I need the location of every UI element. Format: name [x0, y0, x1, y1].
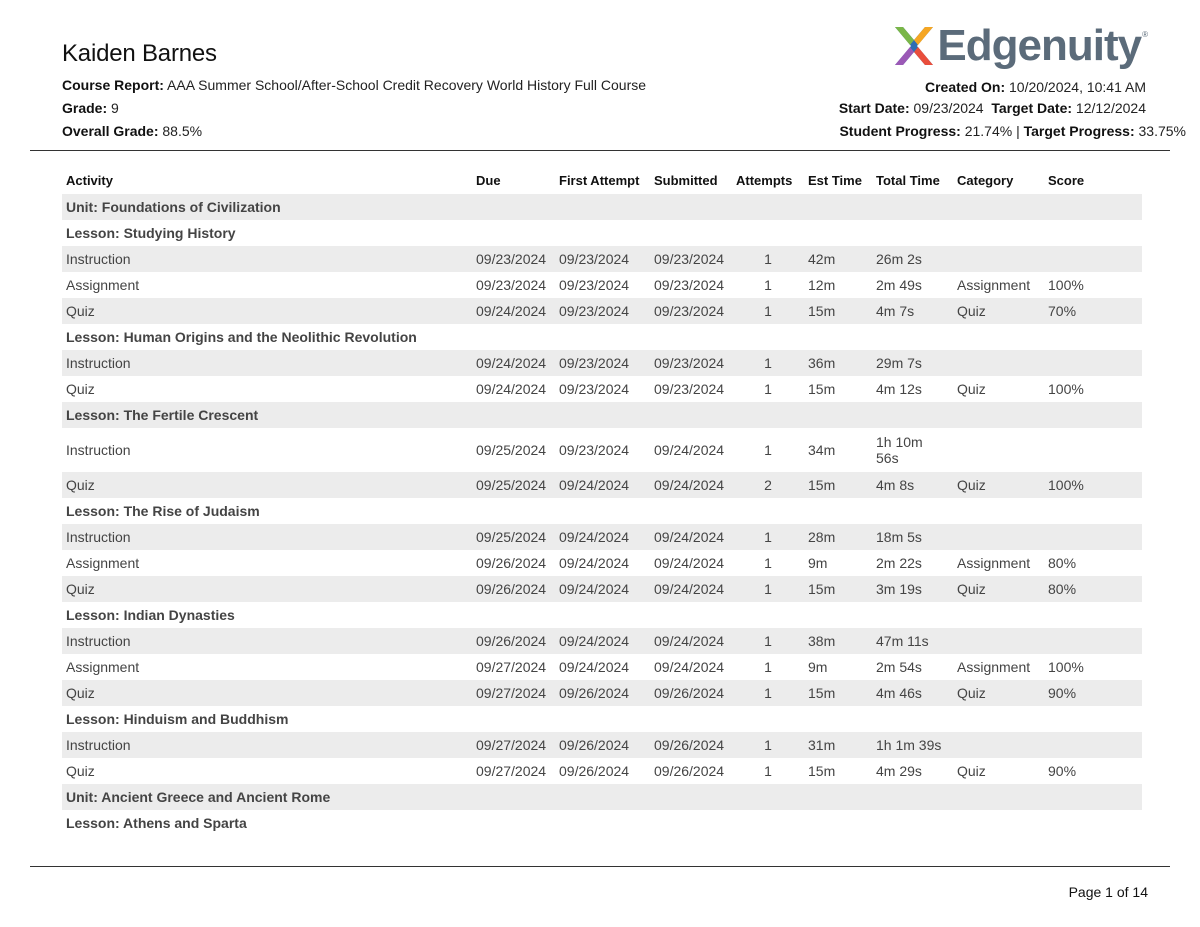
col-score: Score [1048, 172, 1085, 188]
attempts-cell: 1 [764, 763, 772, 779]
submitted-cell: 09/26/2024 [650, 680, 732, 706]
edgenuity-logo [891, 20, 1148, 72]
est-time-cell: 15m [808, 763, 836, 779]
category-cell [953, 628, 1044, 654]
est-time-cell: 15m [804, 680, 872, 706]
total-time-cell: 47m 11s [872, 628, 953, 654]
category-cell [953, 732, 1044, 758]
start-date-label: Start Date: [838, 100, 910, 116]
total-time-cell: 2m 49s [876, 277, 922, 293]
activity-cell: Instruction [62, 246, 472, 272]
submitted-cell: 09/24/2024 [654, 659, 725, 675]
score-cell: 90% [1044, 680, 1142, 706]
header-divider [30, 150, 1170, 151]
created-on-label: Created On: [924, 79, 1006, 95]
due-cell: 09/24/2024 [472, 350, 555, 376]
total-time-cell: 18m 5s [872, 524, 953, 550]
submitted-cell: 09/23/2024 [650, 246, 732, 272]
est-time-cell: 28m [804, 524, 872, 550]
overall-grade-line [62, 123, 202, 139]
first-attempt-cell: 09/23/2024 [559, 381, 630, 397]
logo-wordmark: Edgenuity [937, 21, 1142, 70]
student-name: Kaiden Barnes [62, 40, 217, 67]
table-row [62, 550, 1142, 576]
submitted-cell: 09/23/2024 [650, 298, 732, 324]
category-cell: Quiz [953, 472, 1044, 498]
group-row [62, 784, 1142, 810]
est-time-cell: 15m [804, 472, 872, 498]
due-cell: 09/23/2024 [476, 277, 547, 293]
total-time-cell: 4m 8s [872, 472, 953, 498]
due-cell: 09/24/2024 [472, 298, 555, 324]
category-cell: Quiz [953, 298, 1044, 324]
category-cell: Quiz [953, 576, 1044, 602]
first-attempt-cell: 09/24/2024 [555, 576, 650, 602]
total-time-cell: 3m 19s [872, 576, 953, 602]
score-cell [1044, 428, 1142, 472]
table-row [62, 628, 1142, 654]
est-time-cell: 38m [804, 628, 872, 654]
total-time-cell: 4m 12s [876, 381, 922, 397]
activity-cell: Instruction [66, 442, 131, 458]
table-row [62, 428, 1142, 472]
table-row [62, 576, 1142, 602]
est-time-cell: 36m [804, 350, 872, 376]
logo-registered-mark: ® [1142, 30, 1148, 39]
table-row [62, 246, 1142, 272]
col-activity: Activity [66, 172, 113, 188]
student-progress-label: Student Progress: [839, 123, 961, 139]
created-on-line [925, 79, 1146, 95]
col-due: Due [476, 172, 501, 188]
submitted-cell: 09/24/2024 [650, 472, 732, 498]
table-row [62, 376, 1142, 402]
submitted-cell: 09/24/2024 [650, 628, 732, 654]
first-attempt-cell: 09/23/2024 [555, 246, 650, 272]
student-progress-value: 21.74% [964, 123, 1013, 139]
attempts-cell: 1 [732, 576, 804, 602]
total-time-cell: 1h 10m 56s [876, 434, 923, 466]
grade-value: 9 [111, 100, 119, 116]
submitted-cell: 09/24/2024 [650, 576, 732, 602]
est-time-cell: 34m [808, 442, 836, 458]
activity-cell: Instruction [62, 524, 472, 550]
edgenuity-x-icon [891, 23, 937, 69]
progress-separator: | [1016, 123, 1020, 139]
score-cell [1044, 628, 1142, 654]
est-time-cell: 9m [808, 659, 828, 675]
group-label: Unit: Ancient Greece and Ancient Rome [62, 784, 1142, 810]
activity-cell: Instruction [62, 628, 472, 654]
due-cell: 09/25/2024 [476, 442, 547, 458]
activity-cell: Quiz [62, 680, 472, 706]
first-attempt-cell: 09/26/2024 [555, 732, 650, 758]
due-cell: 09/25/2024 [472, 524, 555, 550]
group-row [62, 220, 1142, 246]
due-cell: 09/23/2024 [472, 246, 555, 272]
first-attempt-cell: 09/24/2024 [555, 628, 650, 654]
attempts-cell: 1 [764, 555, 772, 571]
activity-cell: Assignment [66, 555, 140, 571]
total-time-cell: 4m 7s [872, 298, 953, 324]
score-cell [1044, 732, 1142, 758]
score-cell: 80% [1048, 555, 1077, 571]
attempts-cell: 1 [732, 246, 804, 272]
course-report-label: Course Report: [62, 77, 164, 93]
group-row [62, 324, 1142, 350]
table-row [62, 524, 1142, 550]
category-cell: Assignment [957, 277, 1031, 293]
score-cell [1044, 350, 1142, 376]
category-cell [953, 428, 1044, 472]
activity-cell: Quiz [62, 576, 472, 602]
first-attempt-cell: 09/26/2024 [559, 763, 630, 779]
group-row [62, 706, 1142, 732]
group-row [62, 194, 1142, 220]
group-row [62, 402, 1142, 428]
score-cell: 100% [1048, 659, 1084, 675]
submitted-cell: 09/24/2024 [654, 442, 725, 458]
first-attempt-cell: 09/23/2024 [555, 350, 650, 376]
overall-grade-label: Overall Grade: [62, 123, 159, 139]
col-category: Category [957, 172, 1014, 188]
attempts-cell: 1 [732, 680, 804, 706]
table-row [62, 680, 1142, 706]
attempts-cell: 1 [764, 381, 772, 397]
first-attempt-cell: 09/24/2024 [559, 555, 630, 571]
category-cell [953, 524, 1044, 550]
submitted-cell: 09/23/2024 [654, 277, 725, 293]
course-report-line [62, 77, 646, 93]
dates-line [839, 100, 1146, 116]
target-date-value: 12/12/2024 [1075, 100, 1146, 116]
due-cell: 09/26/2024 [472, 576, 555, 602]
group-label: Lesson: The Rise of Judaism [66, 503, 260, 519]
submitted-cell: 09/26/2024 [650, 732, 732, 758]
group-label: Unit: Foundations of Civilization [62, 194, 1142, 220]
progress-line [839, 123, 1186, 139]
est-time-cell: 15m [804, 576, 872, 602]
table-row [62, 350, 1142, 376]
col-est-time: Est Time [808, 172, 862, 188]
score-cell: 100% [1044, 472, 1142, 498]
table-row [62, 298, 1142, 324]
score-cell: 100% [1048, 381, 1084, 397]
target-progress-label: Target Progress: [1023, 123, 1135, 139]
due-cell: 09/27/2024 [472, 680, 555, 706]
group-row [62, 498, 1142, 524]
target-date-label: Target Date: [991, 100, 1073, 116]
first-attempt-cell: 09/24/2024 [555, 524, 650, 550]
grade-line [62, 100, 119, 116]
group-row [62, 810, 1142, 836]
est-time-cell: 42m [804, 246, 872, 272]
category-cell: Assignment [957, 659, 1031, 675]
grade-label: Grade: [62, 100, 108, 116]
total-time-cell: 1h 1m 39s [872, 732, 953, 758]
table-body [62, 194, 1142, 836]
first-attempt-cell: 09/26/2024 [555, 680, 650, 706]
activity-cell: Assignment [66, 277, 140, 293]
attempts-cell: 1 [764, 442, 772, 458]
total-time-cell: 26m 2s [872, 246, 953, 272]
col-total-time: Total Time [876, 172, 940, 188]
total-time-cell: 2m 54s [876, 659, 922, 675]
first-attempt-cell: 09/23/2024 [559, 277, 630, 293]
due-cell: 09/25/2024 [472, 472, 555, 498]
submitted-cell: 09/23/2024 [650, 350, 732, 376]
col-attempts: Attempts [736, 172, 793, 188]
category-cell: Quiz [953, 680, 1044, 706]
start-date-value: 09/23/2024 [913, 100, 984, 116]
group-label: Lesson: Human Origins and the Neolithic Revolution [66, 329, 417, 345]
est-time-cell: 15m [804, 298, 872, 324]
table-row [62, 272, 1142, 298]
score-cell: 80% [1044, 576, 1142, 602]
attempts-cell: 2 [732, 472, 804, 498]
category-cell [953, 246, 1044, 272]
score-cell [1044, 246, 1142, 272]
created-on-value: 10/20/2024, 10:41 AM [1009, 79, 1146, 95]
activity-cell: Assignment [66, 659, 140, 675]
activity-table [62, 166, 1142, 836]
due-cell: 09/26/2024 [472, 628, 555, 654]
attempts-cell: 1 [764, 659, 772, 675]
submitted-cell: 09/23/2024 [654, 381, 725, 397]
category-cell: Assignment [957, 555, 1031, 571]
activity-cell: Quiz [66, 381, 95, 397]
first-attempt-cell: 09/24/2024 [559, 659, 630, 675]
due-cell: 09/26/2024 [476, 555, 547, 571]
due-cell: 09/27/2024 [476, 659, 547, 675]
course-report-value: AAA Summer School/After-School Credit Recovery World History Full Course [167, 77, 647, 93]
attempts-cell: 1 [732, 628, 804, 654]
total-time-cell: 4m 46s [872, 680, 953, 706]
est-time-cell: 31m [804, 732, 872, 758]
table-row [62, 758, 1142, 784]
due-cell: 09/24/2024 [476, 381, 547, 397]
activity-cell: Quiz [62, 472, 472, 498]
est-time-cell: 9m [808, 555, 828, 571]
table-row [62, 472, 1142, 498]
score-cell: 70% [1044, 298, 1142, 324]
overall-grade-value: 88.5% [162, 123, 203, 139]
table-row [62, 654, 1142, 680]
activity-cell: Instruction [62, 350, 472, 376]
col-submitted: Submitted [654, 172, 718, 188]
group-label: Lesson: Hinduism and Buddhism [66, 711, 289, 727]
score-cell [1044, 524, 1142, 550]
table-row [62, 732, 1142, 758]
page-number: Page 1 of 14 [1068, 884, 1148, 900]
group-label: Lesson: The Fertile Crescent [62, 402, 1142, 428]
attempts-cell: 1 [732, 298, 804, 324]
attempts-cell: 1 [764, 277, 772, 293]
group-row [62, 602, 1142, 628]
activity-cell: Quiz [62, 298, 472, 324]
group-label: Lesson: Athens and Sparta [66, 815, 247, 831]
col-first-attempt: First Attempt [559, 172, 640, 188]
submitted-cell: 09/24/2024 [654, 555, 725, 571]
activity-cell: Instruction [62, 732, 472, 758]
first-attempt-cell: 09/24/2024 [555, 472, 650, 498]
group-label: Lesson: Indian Dynasties [66, 607, 235, 623]
group-label: Lesson: Studying History [66, 225, 236, 241]
category-cell: Quiz [957, 763, 986, 779]
attempts-cell: 1 [732, 732, 804, 758]
est-time-cell: 15m [808, 381, 836, 397]
submitted-cell: 09/26/2024 [654, 763, 725, 779]
submitted-cell: 09/24/2024 [650, 524, 732, 550]
total-time-cell: 29m 7s [872, 350, 953, 376]
attempts-cell: 1 [732, 524, 804, 550]
category-cell: Quiz [957, 381, 986, 397]
first-attempt-cell: 09/23/2024 [555, 298, 650, 324]
due-cell: 09/27/2024 [472, 732, 555, 758]
table-header-row [62, 166, 1142, 194]
footer-divider [30, 866, 1170, 867]
activity-cell: Quiz [66, 763, 95, 779]
attempts-cell: 1 [732, 350, 804, 376]
category-cell [953, 350, 1044, 376]
target-progress-value: 33.75% [1138, 123, 1186, 139]
score-cell: 90% [1048, 763, 1077, 779]
total-time-cell: 2m 22s [876, 555, 922, 571]
first-attempt-cell: 09/23/2024 [559, 442, 630, 458]
due-cell: 09/27/2024 [476, 763, 547, 779]
score-cell: 100% [1048, 277, 1084, 293]
total-time-cell: 4m 29s [876, 763, 922, 779]
est-time-cell: 12m [808, 277, 836, 293]
